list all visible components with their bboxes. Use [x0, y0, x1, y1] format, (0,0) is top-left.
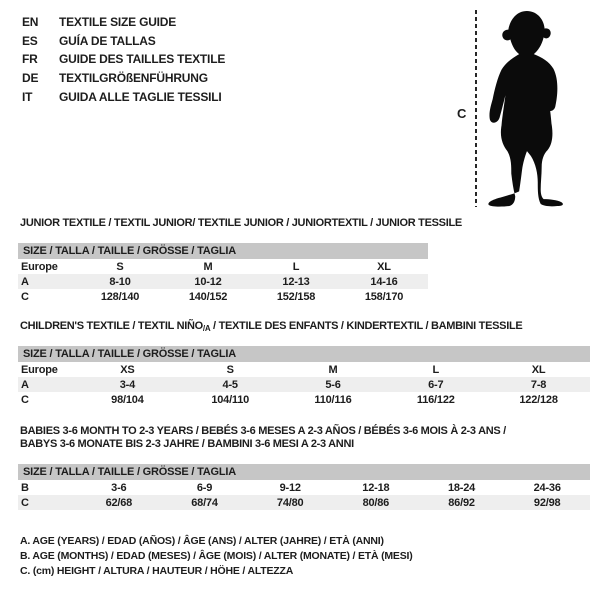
table-cell: 3-6 [111, 481, 127, 494]
table-cell: L [432, 363, 440, 376]
row-label: C [21, 393, 29, 406]
table-cell: 6-9 [196, 481, 213, 494]
table-cell: 140/152 [188, 290, 228, 303]
table-cell: S [116, 260, 124, 273]
table-row [18, 377, 590, 392]
row-label: C [21, 496, 29, 509]
children-table-heading [20, 320, 522, 335]
language-legend [22, 13, 225, 106]
table-cell: 14-16 [370, 275, 398, 288]
guide-title-es: GUÍA DE TALLAS [59, 33, 156, 48]
table-cell: 116/122 [416, 393, 455, 406]
table-row [18, 259, 428, 274]
table-cell: 110/116 [314, 393, 352, 406]
table-row [18, 495, 590, 510]
table-cell: 98/104 [111, 393, 144, 406]
table-cell: 24-36 [533, 481, 561, 494]
language-code: ES [22, 33, 38, 48]
table-cell: 12-18 [362, 481, 390, 494]
table-cell: XL [377, 260, 391, 273]
table-cell: XL [531, 363, 546, 376]
heading-line-2: BABYS 3-6 MONATE BIS 2-3 JAHRE / BAMBINI 3-6 MESI A 2-3 ANNI [20, 438, 354, 450]
height-measure-label: C [457, 106, 467, 121]
table-cell: 86/92 [448, 496, 475, 509]
table-cell: L [292, 260, 300, 273]
footnotes [20, 534, 413, 579]
babies-size-bar: SIZE / TALLA / TAILLE / GRÖSSE / TAGLIA [18, 464, 590, 480]
table-row [18, 274, 428, 289]
table-cell: 10-12 [194, 275, 222, 288]
baby-silhouette-icon [481, 9, 571, 207]
table-row [18, 392, 590, 407]
table-cell: 152/158 [276, 290, 316, 303]
language-row-es [22, 32, 225, 51]
table-cell: M [328, 363, 338, 376]
junior-table-heading: JUNIOR TEXTILE / TEXTIL JUNIOR/ TEXTILE JUNIOR / JUNIORTEXTIL / JUNIOR TESSILE [20, 217, 462, 229]
table-cell: 8-10 [109, 275, 131, 288]
table-cell: 80/86 [362, 496, 390, 509]
language-row-fr [22, 50, 225, 69]
footnote-b: B. AGE (MONTHS) / EDAD (MESES) / ÂGE (MOIS) / ALTER (MONATE) / ETÀ (MESI) [20, 550, 413, 562]
table-cell: 74/80 [276, 496, 304, 509]
row-label: C [21, 290, 29, 303]
guide-title-it: GUIDA ALLE TAGLIE TESSILI [59, 89, 222, 104]
heading-text: CHILDREN'S TEXTILE / TEXTIL NIÑO [20, 320, 203, 332]
language-row-en [22, 13, 225, 32]
table-cell: 5-6 [325, 378, 341, 391]
language-row-de [22, 69, 225, 88]
row-label: A [21, 378, 29, 391]
guide-title-de: TEXTILGRÖßENFÜHRUNG [59, 71, 208, 86]
table-cell: M [203, 260, 213, 273]
table-cell: 62/68 [105, 496, 133, 509]
children-table-rows [18, 362, 590, 407]
table-cell: 7-8 [530, 378, 547, 391]
row-label: A [21, 275, 29, 288]
table-cell: 92/98 [533, 496, 561, 509]
language-code: DE [22, 71, 39, 86]
table-cell: S [226, 363, 234, 376]
guide-title-fr: GUIDE DES TAILLES TEXTILE [59, 52, 226, 67]
height-measure-dashed-line [475, 10, 477, 207]
table-cell: 9-12 [279, 481, 301, 494]
table-row [18, 480, 590, 495]
language-code: EN [22, 15, 39, 30]
table-cell: XS [120, 363, 135, 376]
language-code: FR [22, 52, 38, 67]
footnote-a: A. AGE (YEARS) / EDAD (AÑOS) / ÂGE (ANS) / ALTER (JAHRE) / ETÀ (ANNI) [20, 535, 384, 547]
table-row [18, 289, 428, 304]
heading-line-1: BABIES 3-6 MONTH TO 2-3 YEARS / BEBÉS 3-6 MESES A 2-3 AÑOS / BÉBÉS 3-6 MOIS À 2-3 ANS / [20, 425, 506, 437]
guide-title-en: TEXTILE SIZE GUIDE [59, 15, 177, 30]
heading-subscript: /A [202, 324, 211, 333]
row-label: Europe [21, 363, 58, 376]
children-size-bar: SIZE / TALLA / TAILLE / GRÖSSE / TAGLIA [18, 346, 590, 362]
heading-text: / TEXTILE DES ENFANTS / KINDERTEXTIL / BAMBINI TESSILE [210, 320, 523, 332]
table-cell: 3-4 [119, 378, 136, 391]
row-label: Europe [21, 260, 58, 273]
babies-table-heading [20, 425, 506, 451]
footnote-c: C. (cm) HEIGHT / ALTURA / HAUTEUR / HÖHE / ALTEZZA [20, 565, 294, 577]
table-cell: 128/140 [100, 290, 140, 303]
junior-table-rows [18, 259, 428, 304]
table-cell: 4-5 [222, 378, 238, 391]
row-label: B [21, 481, 29, 494]
table-cell: 12-13 [282, 275, 310, 288]
table-cell: 68/74 [191, 496, 218, 509]
language-row-it [22, 87, 225, 106]
language-code: IT [22, 89, 33, 104]
table-row [18, 362, 590, 377]
table-cell: 6-7 [428, 378, 444, 391]
junior-size-bar: SIZE / TALLA / TAILLE / GRÖSSE / TAGLIA [18, 243, 428, 259]
babies-table-rows [18, 480, 590, 510]
table-cell: 158/170 [364, 290, 404, 303]
table-cell: 104/110 [211, 393, 250, 406]
table-cell: 18-24 [447, 481, 476, 494]
table-cell: 122/128 [519, 393, 558, 406]
